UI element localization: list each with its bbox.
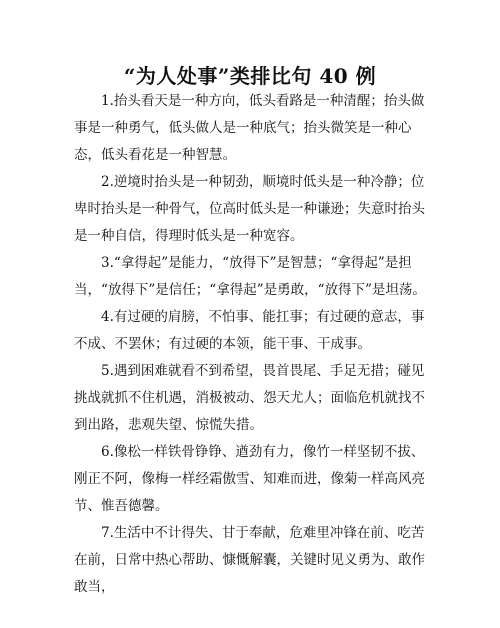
paragraph-4: 4.有过硬的肩膀，不怕事、能扛事；有过硬的意志，事不成、不罢休；有过硬的本领，能干事、干成事。 [74,309,425,352]
paragraph-3: 3.“拿得起”是能力，“放得下”是智慧；“拿得起”是担当，“放得下”是信任；“拿得起”是勇敢，“放得下”是坦荡。 [74,255,426,298]
paragraph-7: 7.生活中不计得失、甘于奉献，危难里冲锋在前、吃苦在前，日常中热心帮助、慷慨解囊，关键时见义勇为、敢作敢当， [74,525,425,595]
paragraph-1: 1.抬头看天是一种方向，低头看路是一种清醒；抬头做事是一种勇气，低头做人是一种底气；抬头微笑是一种心态，低头看花是一种智慧。 [74,93,425,163]
paragraph-6: 6.像松一样铁骨铮铮、遒劲有力，像竹一样坚韧不拔、刚正不阿，像梅一样经霜傲雪、知难而进，像菊一样高风亮节、惟吾德馨。 [74,444,425,514]
paragraph-2: 2.逆境时抬头是一种韧劲，顺境时低头是一种冷静；位卑时抬头是一种骨气，位高时低头是一种谦逊；失意时抬头是一种自信，得理时低头是一种宽容。 [74,174,425,244]
document-title: “为人处事”类排比句 40 例 [123,64,377,88]
document-body [74,88,430,628]
paragraph-5: 5.遇到困难就看不到希望，畏首畏尾、手足无措；碰见挑战就抓不住机遇，消极被动、怨天尤人；面临危机就找不到出路，悲观失望、惊慌失措。 [74,363,425,433]
